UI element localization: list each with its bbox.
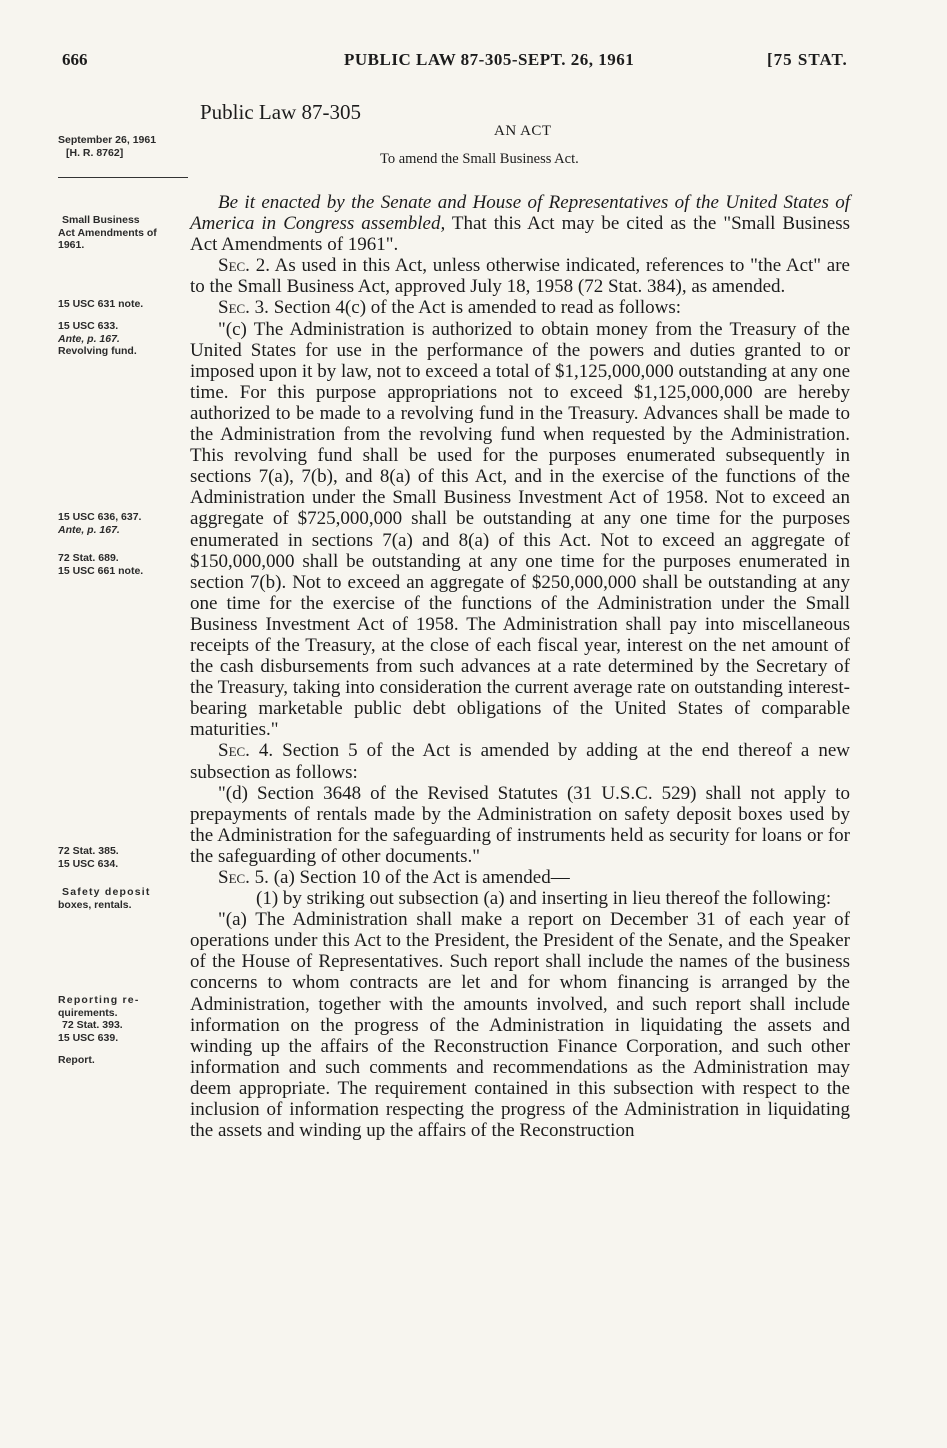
enacting-clause-italic: Be it enacted by the Senate and House of Representatives of the United States of America in Congress assembled, (190, 192, 850, 235)
law-body (190, 192, 850, 1141)
margin-note-short-title (58, 214, 186, 252)
section-text: (a) Section 10 of the Act is amended— (268, 867, 570, 888)
margin-short-title-line: 1961. (58, 239, 85, 251)
act-heading: AN ACT (494, 123, 552, 139)
statute-reference: [75 STAT. (767, 50, 848, 69)
margin-safety-line: boxes, rentals. (58, 898, 132, 911)
section-5 (190, 867, 850, 888)
page-number: 666 (62, 50, 88, 69)
section-5-paragraph-1: (1) by striking out subsection (a) and inserting in lieu thereof the following: (256, 888, 832, 910)
section-text: Section 4(c) of the Act is amended to read as follows: (268, 297, 682, 319)
enacting-clause (190, 192, 850, 255)
running-title: PUBLIC LAW 87-305-SEPT. 26, 1961 (344, 50, 635, 69)
margin-ref: 72 Stat. 393. (62, 1019, 123, 1031)
margin-ref: 15 USC 636, 637. (58, 511, 142, 523)
section-label: Sec. 2. (218, 255, 270, 277)
margin-note-safety (58, 886, 186, 911)
margin-reporting-line: Reporting re- (58, 994, 140, 1006)
margin-ref: 15 USC 639. (58, 1031, 119, 1044)
margin-ref: 15 USC 634. (58, 857, 119, 870)
act-purpose: To amend the Small Business Act. (380, 151, 579, 167)
margin-ante: Ante, p. 167. (58, 523, 120, 536)
margin-short-title-line: Small Business (62, 214, 140, 226)
section-label: Sec. 4. (218, 740, 274, 762)
section-label: Sec. 5. (218, 867, 269, 888)
margin-rule (58, 177, 188, 178)
section-text: Section 5 of the Act is amended by adding at the end thereof a new subsection as follows: (190, 740, 850, 783)
margin-safety-line: Safety deposit (62, 886, 151, 898)
margin-reporting-line: quirements. (58, 1006, 118, 1019)
public-law-title: Public Law 87-305 (200, 100, 361, 124)
margin-note-report: Report. (58, 1054, 95, 1066)
section-3-quote: "(c) The Administration is authorized to obtain money from the Treasury of the United States for use in the performance of the powers and duties granted to or imposed upon it by law, not to exceed a total of $1,125,000,000 outstanding at any one time. For this purpose appropriations not to exceed $1,125,000,000 are hereby authorized to be made to a revolving fund in the Treasury. Advances shall be made to the Administration from the revolving fund when requested by the Administration. This revolving fund shall be used for the purposes enumerated subsequently in sections 7(a), 7(b), and 8(a) of this Act, and in the exercise of the functions of the Administration under the Small Business Investment Act of 1958. Not to exceed an aggregate of $725,000,000 shall be outstanding at any one time for the purposes enumerated in sections 7(a) and 8(a) of this Act. Not to exceed an aggregate of $150,000,000 shall be outstanding at any one time for the purposes enumerated in section 7(b). Not to exceed an aggregate of $250,000,000 shall be outstanding at any one time for the exercise of the functions of the Administration under the Small Business Investment Act of 1958. The Administration shall pay into miscellaneous receipts of the Treasury, at the close of each fiscal year, interest on the net amount of the cash disbursements from such advances at a rate determined by the Secretary of the Treasury, taking into consideration the current average rate on outstanding interest-bearing marketable public debt obligations of the United States of comparable maturities." (190, 318, 850, 741)
margin-note-reporting (58, 994, 186, 1044)
section-text: As used in this Act, unless otherwise indicated, references to "the Act" are to the Small Business Act, approved July 18, 1958 (72 Stat. 384), as amended. (190, 255, 850, 298)
margin-note-631: 15 USC 631 note. (58, 298, 144, 310)
section-3 (190, 297, 850, 318)
margin-ref: 15 USC 633. (58, 320, 119, 332)
enacting-clause-text: That this Act may be cited as the "Small Business Act Amendments of 1961". (190, 213, 850, 256)
section-label: Sec. 3. (218, 297, 269, 319)
section-4-quote: "(d) Section 3648 of the Revised Statutes (31 U.S.C. 529) shall not apply to prepayments of rentals made by the Administration on safety deposit boxes used by the Administration for the safeguarding of instruments held as security for loans or for the safeguarding of other documents." (190, 782, 850, 867)
margin-note-date (58, 134, 186, 159)
margin-revolving: Revolving fund. (58, 345, 137, 357)
margin-bill: [H. R. 8762] (66, 146, 124, 159)
margin-ref: 72 Stat. 689. (58, 552, 119, 564)
section-5-quote: "(a) The Administration shall make a report on December 31 of each year of operations under this Act to the President, the President of the Senate, and the Speaker of the House of Representatives. Such report shall include the names of the business concerns to whom contracts are let and for whom financing is arranged by the Administration, together with the amounts involved, and such report shall include information on the progress of the Administration in liquidating the assets and winding up the affairs of the Reconstruction Finance Corporation, and such other information and such comments and recommendations as the Administration may deem appropriate. The requirement contained in this subsection with respect to the inclusion of information respecting the progress of the Administration in liquidating the assets and winding up the affairs of the Reconstruction (190, 909, 850, 1142)
margin-ante: Ante, p. 167. (58, 332, 120, 345)
margin-note-633 (58, 320, 186, 358)
margin-note-636 (58, 511, 186, 536)
margin-short-title-line: Act Amendments of (58, 226, 157, 239)
margin-ref: 15 USC 661 note. (58, 564, 144, 577)
margin-note-689 (58, 552, 186, 577)
margin-ref: 72 Stat. 385. (58, 845, 119, 857)
section-4 (190, 740, 850, 782)
margin-date: September 26, 1961 (58, 134, 157, 146)
section-2 (190, 255, 850, 297)
page-header (62, 50, 862, 78)
margin-note-385 (58, 845, 186, 870)
